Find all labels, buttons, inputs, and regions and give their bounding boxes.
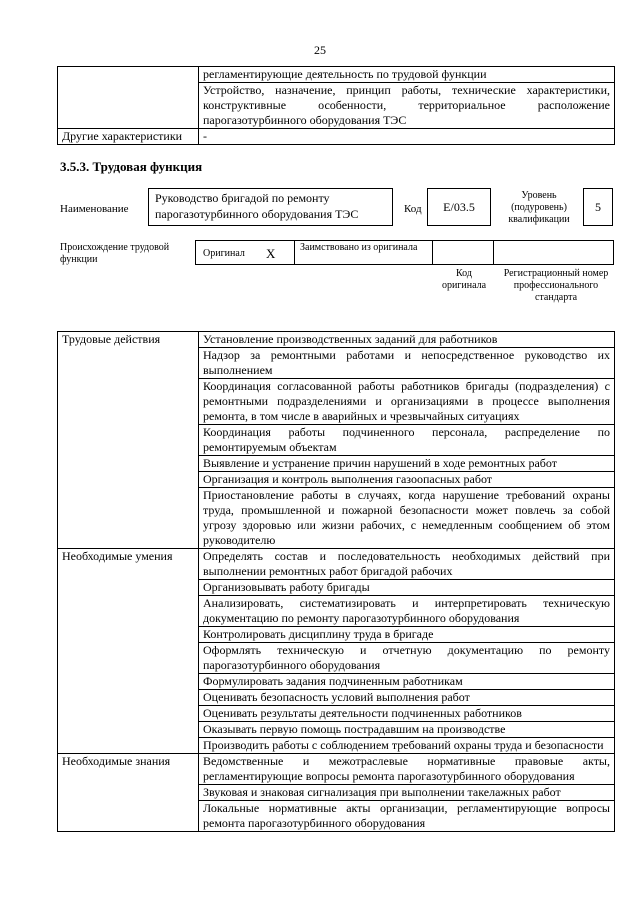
original-cell [195, 240, 295, 265]
level-label: Уровень (подуровень) квалификации [508, 190, 570, 225]
table-row [58, 129, 615, 145]
reg-caption: Регистрационный номер профессионального стандарта [503, 268, 609, 303]
cell-text: Ведомственные и межотраслевые нормативные правовые акты, регламентирующие вопросы ремонта парогазотурбинного оборудования [199, 754, 615, 785]
function-code: E/03.5 [427, 188, 491, 226]
group-label: Трудовые действия [58, 332, 199, 549]
original-code-cell [432, 240, 494, 265]
cell-text: Оказывать первую помощь пострадавшим на производстве [199, 722, 615, 738]
table-row [58, 754, 615, 785]
cell-text: Устройство, назначение, принцип работы, технические характеристики, конструктивные особенности, территориальное расположение парогазотурбинного оборудования ТЭС [199, 83, 615, 129]
name-label: Наименование [60, 203, 129, 215]
borrowed-cell [294, 240, 433, 265]
cell-text: Организация и контроль выполнения газоопасных работ [199, 472, 615, 488]
cell-text: Оценивать безопасность условий выполнения работ [199, 690, 615, 706]
origin-label: Происхождение трудовой функции [60, 242, 170, 265]
group-label: Необходимые знания [58, 754, 199, 832]
original-label: Оригинал [203, 248, 245, 259]
cell-text: регламентирующие деятельность по трудовой функции [199, 67, 615, 83]
row-label [58, 67, 199, 129]
cell-text: Координация работы подчиненного персонала, распределение по ремонтируемым объектам [199, 425, 615, 456]
table-row [58, 332, 615, 348]
code-label: Код [404, 203, 422, 215]
cell-text: Выявление и устранение причин нарушений в ходе ремонтных работ [199, 456, 615, 472]
row-label: Другие характеристики [58, 129, 199, 145]
original-mark: X [266, 246, 276, 261]
cell-text: Анализировать, систематизировать и интерпретировать техническую документацию по ремонту парогазотурбинного оборудования [199, 596, 615, 627]
cell-text: Приостановление работы в случаях, когда нарушение требований охраны труда, промышленной и пожарной безопасности может повлечь за собой угрозу здоровью или жизни рабочих, с немедленным сообщением об этом руководителю [199, 488, 615, 549]
cell-text: Определять состав и последовательность необходимых действий при выполнении ремонтных работ бригадой рабочих [199, 549, 615, 580]
page-number: 25 [314, 43, 326, 57]
cell-text: - [199, 129, 615, 145]
qualification-level: 5 [583, 188, 613, 226]
main-table [57, 331, 615, 832]
code-caption: Код оригинала [441, 268, 487, 291]
cell-text: Надзор за ремонтными работами и непосредственное руководство их выполнением [199, 348, 615, 379]
cell-text: Установление производственных заданий для работников [199, 332, 615, 348]
cell-text: Оформлять техническую и отчетную документацию по ремонту парогазотурбинного оборудования [199, 643, 615, 674]
cell-text: Контролировать дисциплину труда в бригаде [199, 627, 615, 643]
table-row [58, 549, 615, 580]
section-heading: 3.5.3. Трудовая функция [60, 159, 203, 174]
cell-text: Локальные нормативные акты организации, регламентирующие вопросы ремонта парогазотурбинного оборудования [199, 801, 615, 832]
cell-text: Звуковая и знаковая сигнализация при выполнении такелажных работ [199, 785, 615, 801]
table-row [58, 67, 615, 83]
cell-text: Координация согласованной работы работников бригады (подразделения) с ремонтными подразделениями и организациями в процессе выполнения ремонта, в том числе в аварийных и чрезвычайных ситуациях [199, 379, 615, 425]
reg-number-cell [493, 240, 614, 265]
function-name: Руководство бригадой по ремонту парогазотурбинного оборудования ТЭС [148, 188, 393, 226]
group-label: Необходимые умения [58, 549, 199, 754]
cell-text: Оценивать результаты деятельности подчиненных работников [199, 706, 615, 722]
borrowed-label: Заимствовано из оригинала [300, 242, 418, 253]
cell-text: Производить работы с соблюдением требований охраны труда и безопасности [199, 738, 615, 754]
top-table [57, 66, 615, 145]
cell-text: Формулировать задания подчиненным работникам [199, 674, 615, 690]
cell-text: Организовывать работу бригады [199, 580, 615, 596]
